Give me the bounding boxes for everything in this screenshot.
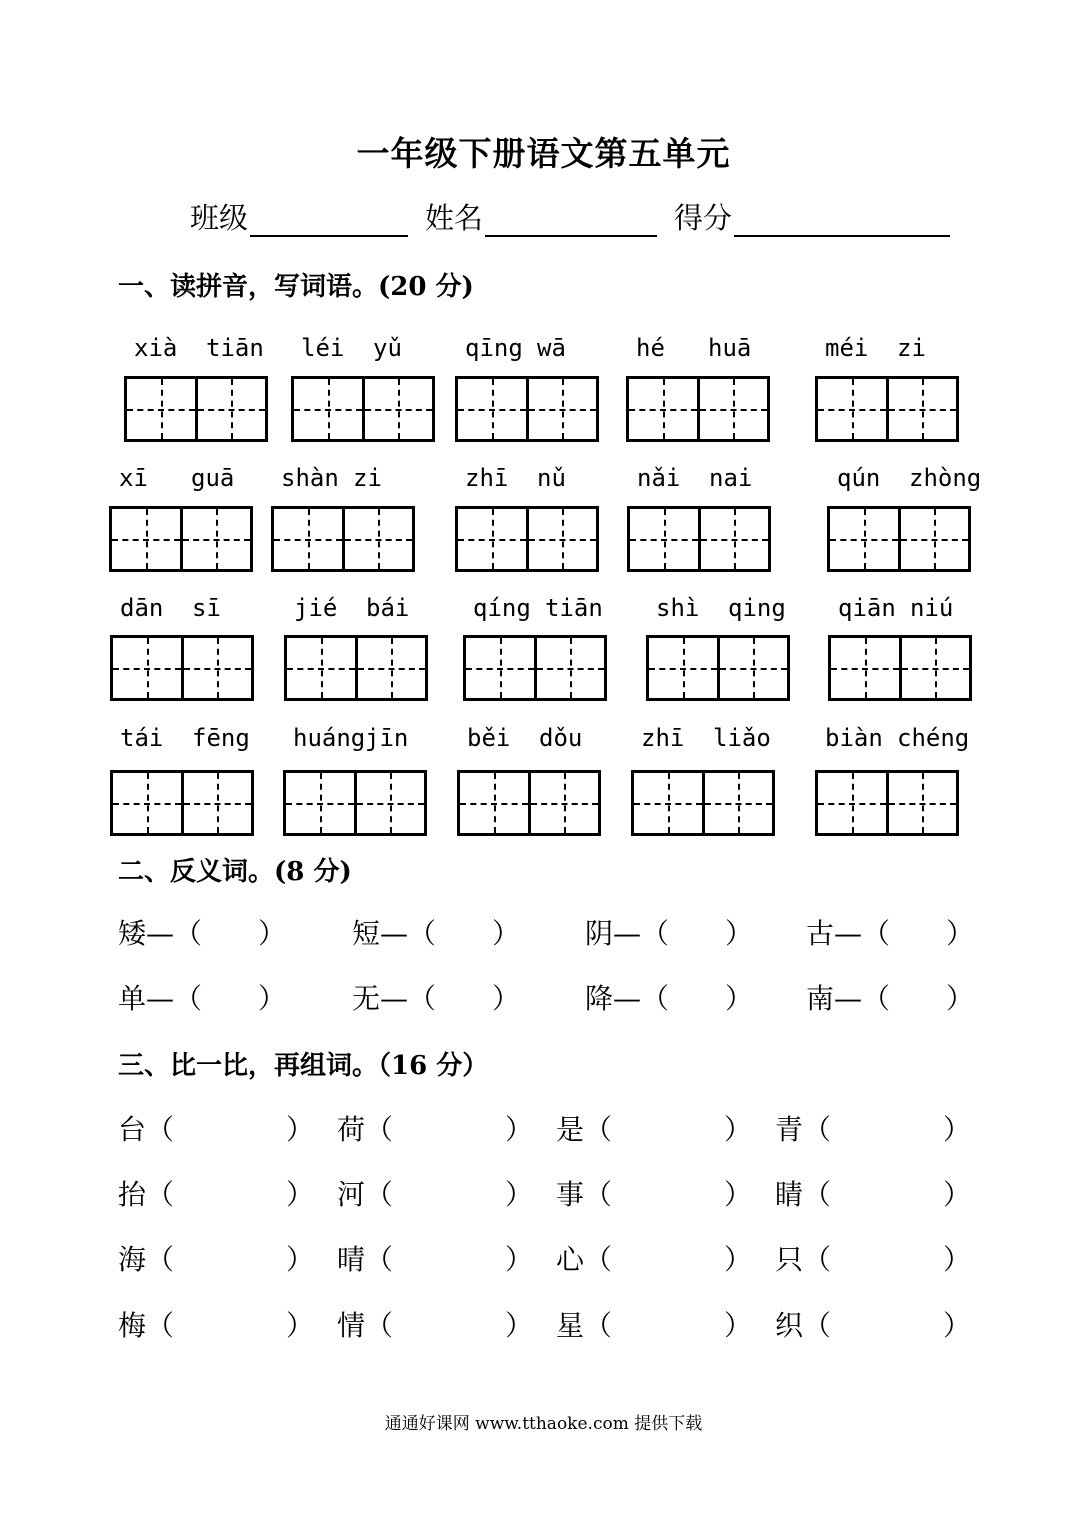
writing-box[interactable] bbox=[626, 376, 770, 442]
pinyin-syllable: fēng bbox=[192, 724, 250, 752]
pinyin-syllable: tiān bbox=[545, 594, 603, 622]
writing-box[interactable] bbox=[627, 506, 771, 572]
writing-box[interactable] bbox=[109, 506, 253, 572]
writing-cell[interactable] bbox=[466, 638, 534, 698]
writing-cell[interactable] bbox=[534, 638, 605, 698]
writing-box[interactable] bbox=[457, 770, 601, 836]
writing-cell[interactable] bbox=[460, 773, 528, 833]
writing-box[interactable] bbox=[646, 635, 790, 701]
word-group-item[interactable]: 台（ ） bbox=[118, 1113, 315, 1146]
pinyin-syllable: méi bbox=[825, 334, 869, 362]
word-group-item[interactable]: 海（ ） bbox=[118, 1243, 315, 1276]
writing-cell[interactable] bbox=[113, 638, 181, 698]
pinyin-syllable: xī bbox=[119, 464, 148, 492]
writing-cell[interactable] bbox=[354, 773, 425, 833]
word-group-item[interactable]: 荷（ ） bbox=[337, 1113, 534, 1146]
writing-box[interactable] bbox=[284, 635, 428, 701]
pinyin-syllable: xià bbox=[134, 334, 178, 362]
writing-box[interactable] bbox=[828, 635, 972, 701]
writing-box[interactable] bbox=[455, 506, 599, 572]
writing-cell[interactable] bbox=[286, 773, 354, 833]
pinyin-syllable: shì bbox=[656, 594, 700, 622]
writing-cell[interactable] bbox=[818, 379, 886, 439]
word-group-item[interactable]: 是（ ） bbox=[556, 1113, 753, 1146]
word-group-item[interactable]: 事（ ） bbox=[556, 1178, 753, 1211]
pinyin-syllable: wā bbox=[537, 334, 566, 362]
pinyin-syllable: zi bbox=[897, 334, 926, 362]
pinyin-syllable: qing bbox=[728, 594, 786, 622]
antonym-item[interactable]: 短—（ ） bbox=[352, 917, 521, 950]
writing-cell[interactable] bbox=[355, 638, 426, 698]
pinyin-syllable: jié bbox=[294, 594, 338, 622]
pinyin-syllable: zhòng bbox=[909, 464, 982, 492]
word-group-item[interactable]: 梅（ ） bbox=[118, 1309, 315, 1342]
word-group-item[interactable]: 河（ ） bbox=[337, 1178, 534, 1211]
pinyin-syllable: tái bbox=[120, 724, 164, 752]
page-title: 一年级下册语文第五单元 bbox=[356, 134, 731, 173]
pinyin-syllable: nai bbox=[709, 464, 753, 492]
pinyin-syllable: zhī bbox=[641, 724, 685, 752]
writing-cell[interactable] bbox=[342, 509, 413, 569]
antonym-item[interactable]: 降—（ ） bbox=[585, 982, 754, 1015]
writing-box[interactable] bbox=[815, 770, 959, 836]
name-field[interactable] bbox=[425, 196, 657, 237]
antonym-item[interactable]: 单—（ ） bbox=[118, 982, 287, 1015]
class-blank[interactable] bbox=[250, 205, 408, 237]
pinyin-syllable: qiān bbox=[838, 594, 896, 622]
word-group-item[interactable]: 晴（ ） bbox=[337, 1243, 534, 1276]
section2-heading: 二、反义词。(8 分) bbox=[118, 857, 352, 887]
antonym-item[interactable]: 矮—（ ） bbox=[118, 917, 287, 950]
class-field[interactable] bbox=[190, 196, 408, 237]
writing-cell[interactable] bbox=[629, 379, 697, 439]
pinyin-syllable: liǎo bbox=[713, 724, 771, 752]
pinyin-syllable: zhī bbox=[465, 464, 509, 492]
writing-cell[interactable] bbox=[898, 509, 969, 569]
word-group-item[interactable]: 织（ ） bbox=[775, 1309, 972, 1342]
pinyin-syllable: yǔ bbox=[373, 334, 402, 362]
word-group-item[interactable]: 只（ ） bbox=[775, 1243, 972, 1276]
score-blank[interactable] bbox=[734, 205, 950, 237]
writing-cell[interactable] bbox=[698, 509, 769, 569]
writing-cell[interactable] bbox=[630, 509, 698, 569]
pinyin-syllable: nǔ bbox=[537, 464, 566, 492]
writing-box[interactable] bbox=[110, 635, 254, 701]
writing-box[interactable] bbox=[827, 506, 971, 572]
name-label: 姓名 bbox=[425, 201, 484, 235]
writing-cell[interactable] bbox=[830, 509, 898, 569]
writing-cell[interactable] bbox=[458, 379, 526, 439]
pinyin-syllable: sī bbox=[192, 594, 221, 622]
writing-cell[interactable] bbox=[287, 638, 355, 698]
writing-box[interactable] bbox=[283, 770, 427, 836]
section1-heading: 一、读拼音，写词语。(20 分) bbox=[118, 272, 474, 302]
antonym-item[interactable]: 无—（ ） bbox=[352, 982, 521, 1015]
antonym-item[interactable]: 南—（ ） bbox=[806, 982, 975, 1015]
score-field[interactable] bbox=[674, 196, 950, 237]
writing-cell[interactable] bbox=[180, 509, 251, 569]
pinyin-syllable: dān bbox=[120, 594, 164, 622]
writing-cell[interactable] bbox=[181, 773, 252, 833]
pinyin-syllable: tiān bbox=[206, 334, 264, 362]
writing-cell[interactable] bbox=[886, 773, 957, 833]
pinyin-syllable: biàn bbox=[825, 724, 883, 752]
writing-cell[interactable] bbox=[127, 379, 195, 439]
writing-cell[interactable] bbox=[274, 509, 342, 569]
writing-cell[interactable] bbox=[113, 773, 181, 833]
writing-box[interactable] bbox=[463, 635, 607, 701]
writing-cell[interactable] bbox=[717, 638, 788, 698]
class-label: 班级 bbox=[190, 201, 249, 235]
word-group-item[interactable]: 情（ ） bbox=[337, 1309, 534, 1342]
word-group-item[interactable]: 星（ ） bbox=[556, 1309, 753, 1342]
word-group-item[interactable]: 抬（ ） bbox=[118, 1178, 315, 1211]
writing-cell[interactable] bbox=[831, 638, 899, 698]
pinyin-syllable: huáng bbox=[293, 724, 366, 752]
writing-box[interactable] bbox=[124, 376, 268, 442]
writing-cell[interactable] bbox=[649, 638, 717, 698]
writing-box[interactable] bbox=[455, 376, 599, 442]
writing-cell[interactable] bbox=[526, 379, 597, 439]
pinyin-syllable: jīn bbox=[365, 724, 409, 752]
pinyin-syllable: chéng bbox=[897, 724, 970, 752]
pinyin-syllable: dǒu bbox=[539, 724, 583, 752]
section3-heading: 三、比一比，再组词。（16 分） bbox=[118, 1051, 489, 1081]
score-label: 得分 bbox=[674, 201, 733, 235]
writing-cell[interactable] bbox=[697, 379, 768, 439]
pinyin-syllable: qīng bbox=[465, 334, 523, 362]
pinyin-syllable: běi bbox=[467, 724, 511, 752]
writing-cell[interactable] bbox=[702, 773, 773, 833]
pinyin-syllable: bái bbox=[366, 594, 410, 622]
writing-box[interactable] bbox=[815, 376, 959, 442]
pinyin-syllable: nǎi bbox=[637, 464, 681, 492]
writing-cell[interactable] bbox=[818, 773, 886, 833]
pinyin-syllable: qíng bbox=[473, 594, 531, 622]
writing-cell[interactable] bbox=[526, 509, 597, 569]
antonym-item[interactable]: 阴—（ ） bbox=[585, 917, 754, 950]
writing-cell[interactable] bbox=[362, 379, 433, 439]
writing-cell[interactable] bbox=[181, 638, 252, 698]
writing-cell[interactable] bbox=[899, 638, 970, 698]
writing-box[interactable] bbox=[631, 770, 775, 836]
pinyin-syllable: qún bbox=[837, 464, 881, 492]
pinyin-syllable: hé bbox=[636, 334, 665, 362]
pinyin-syllable: niú bbox=[910, 594, 954, 622]
word-group-item[interactable]: 青（ ） bbox=[775, 1113, 972, 1146]
pinyin-syllable: huā bbox=[708, 334, 752, 362]
writing-cell[interactable] bbox=[458, 509, 526, 569]
writing-cell[interactable] bbox=[294, 379, 362, 439]
pinyin-syllable: zi bbox=[353, 464, 382, 492]
writing-cell[interactable] bbox=[886, 379, 957, 439]
writing-cell[interactable] bbox=[195, 379, 266, 439]
footer-credit: 通通好课网 www.tthaoke.com 提供下载 bbox=[384, 1414, 703, 1434]
word-group-item[interactable]: 心（ ） bbox=[556, 1243, 753, 1276]
writing-box[interactable] bbox=[271, 506, 415, 572]
writing-cell[interactable] bbox=[634, 773, 702, 833]
writing-cell[interactable] bbox=[112, 509, 180, 569]
pinyin-syllable: guā bbox=[191, 464, 235, 492]
writing-box[interactable] bbox=[291, 376, 435, 442]
pinyin-syllable: léi bbox=[301, 334, 345, 362]
antonym-item[interactable]: 古—（ ） bbox=[806, 917, 975, 950]
name-blank[interactable] bbox=[485, 205, 657, 237]
writing-cell[interactable] bbox=[528, 773, 599, 833]
word-group-item[interactable]: 睛（ ） bbox=[775, 1178, 972, 1211]
pinyin-syllable: shàn bbox=[281, 464, 339, 492]
writing-box[interactable] bbox=[110, 770, 254, 836]
